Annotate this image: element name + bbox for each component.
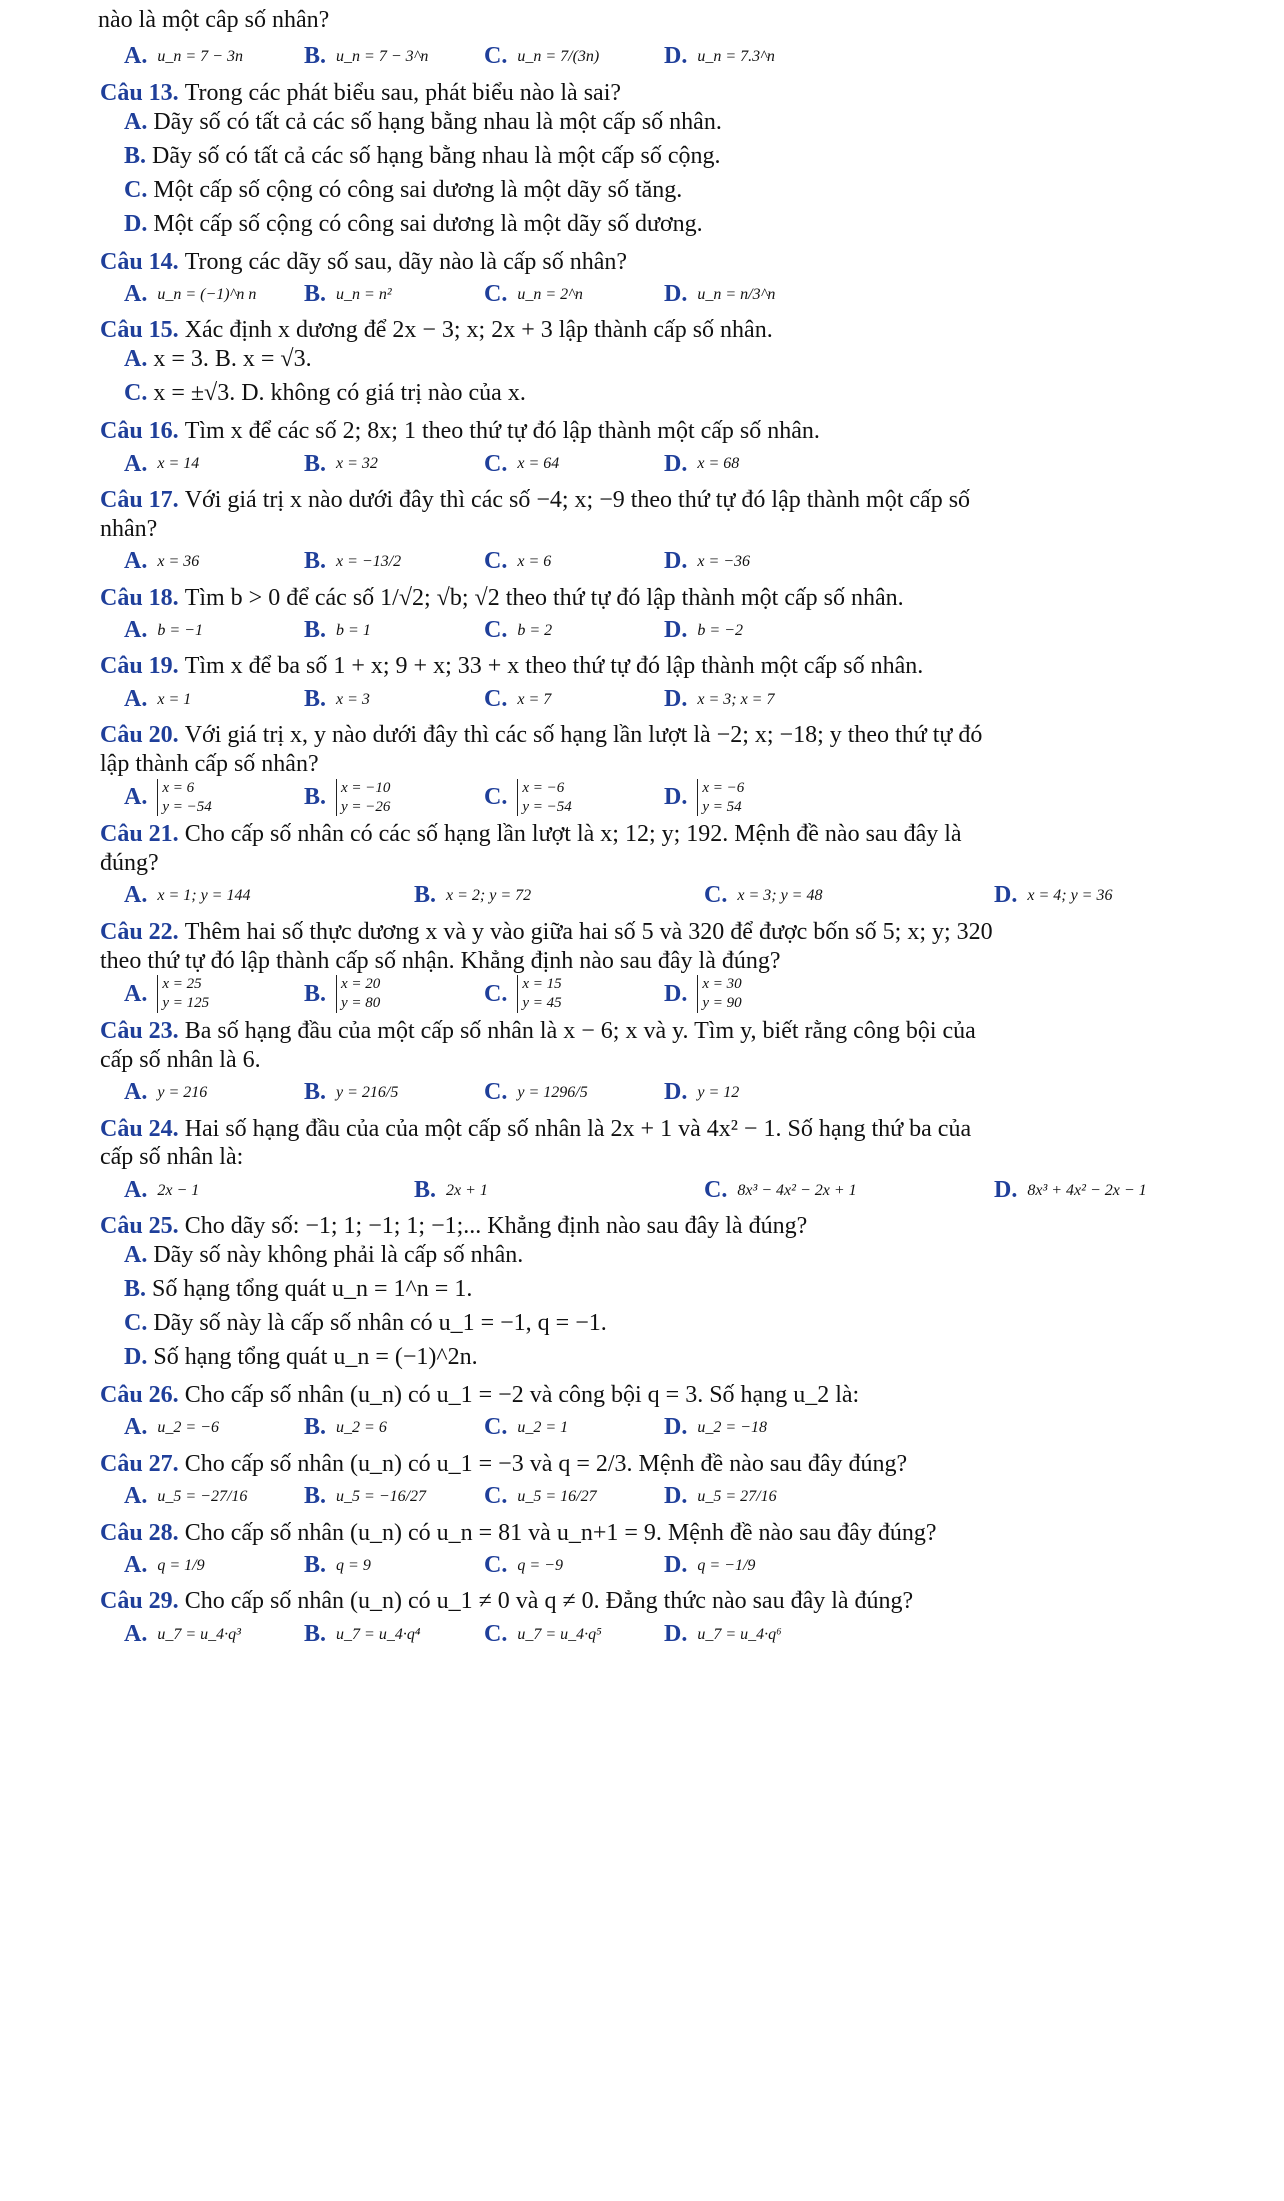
answer-options	[100, 975, 994, 1013]
answer-option[interactable]	[124, 280, 304, 309]
option-label: D.	[664, 280, 688, 307]
option-value: u_2 = 6	[336, 1419, 387, 1437]
question-text: Với giá trị x nào dưới đây thì các số −4; x; −9 theo thứ tự đó lập thành một cấp số nhân?	[100, 486, 971, 542]
question-block	[100, 417, 994, 482]
question-text: Cho cấp số nhân (u_n) có u_n = 81 và u_n+1 = 9. Mệnh đề nào sau đây đúng?	[184, 1519, 937, 1546]
answer-options	[100, 1172, 1147, 1208]
answer-option[interactable]	[664, 547, 844, 576]
option-value: x = −13/2	[336, 552, 402, 570]
option-value: x = −36	[697, 552, 751, 570]
option-label: C.	[484, 980, 508, 1007]
answer-option[interactable]	[304, 280, 484, 309]
answer-option[interactable]	[124, 1078, 304, 1107]
option-label: D.	[664, 784, 688, 811]
option-value: q = −1/9	[697, 1556, 756, 1574]
answer-options	[100, 779, 994, 817]
question-block	[100, 918, 994, 1013]
option-value: u_2 = −18	[697, 1419, 767, 1437]
answer-lines	[100, 345, 994, 413]
answer-option[interactable]	[664, 1078, 844, 1107]
answer-option[interactable]	[304, 1413, 484, 1442]
option-text: Một cấp số cộng có công sai dương là một dãy số tăng.	[153, 176, 683, 203]
option-text: Dãy số này không phải là cấp số nhân.	[153, 1241, 524, 1268]
option-label: D.	[994, 882, 1018, 909]
question-text: Hai số hạng đầu của của một cấp số nhân là 2x + 1 và 4x² − 1. Số hạng thứ ba của cấp số nhân là:	[100, 1115, 972, 1171]
question-stem	[100, 584, 994, 613]
option-value: u_n = 7 − 3n	[157, 48, 243, 66]
option-label: A.	[124, 548, 148, 575]
option-value: 8x³ + 4x² − 2x − 1	[1027, 1181, 1147, 1199]
question-number: Câu 13.	[100, 79, 185, 106]
answer-option[interactable]	[664, 616, 844, 645]
option-label: D.	[664, 1079, 688, 1106]
question-stem	[100, 1450, 994, 1479]
option-value: u_5 = 27/16	[697, 1487, 777, 1505]
answer-option[interactable]	[484, 975, 664, 1013]
option-label: A.	[124, 1176, 148, 1203]
answer-option[interactable]	[664, 975, 844, 1013]
question-block	[100, 79, 994, 244]
question-list	[100, 39, 1147, 1652]
option-label: A.	[124, 280, 148, 307]
question-block	[100, 316, 994, 413]
answer-options	[100, 878, 1113, 914]
answer-option[interactable]	[484, 42, 664, 71]
question-number: Câu 27.	[100, 1450, 185, 1477]
question-text: Cho cấp số nhân (u_n) có u_1 = −3 và q = 2/3. Mệnh đề nào sau đây đúng?	[184, 1450, 908, 1477]
option-label: B.	[124, 142, 147, 169]
option-label: B.	[304, 616, 327, 643]
option-value: b = 2	[517, 621, 553, 639]
option-label: C.	[484, 43, 508, 70]
question-number: Câu 18.	[100, 584, 185, 611]
option-value: x = 7	[517, 690, 552, 708]
answer-option[interactable]	[484, 280, 664, 309]
option-value: u_5 = −27/16	[157, 1487, 248, 1505]
question-number: Câu 25.	[100, 1213, 185, 1240]
option-label: A.	[124, 43, 148, 70]
answer-option[interactable]	[124, 1482, 304, 1511]
question-stem	[100, 918, 994, 976]
option-label: B.	[304, 1620, 327, 1647]
answer-option[interactable]	[124, 975, 304, 1013]
question-stem	[100, 417, 994, 446]
option-label: D.	[664, 1620, 688, 1647]
option-label: B.	[304, 980, 327, 1007]
answer-line[interactable]	[124, 1343, 994, 1377]
option-value: u_n = 2^n	[517, 285, 583, 303]
option-text: Một cấp số cộng có công sai dương là một dãy số dương.	[153, 210, 703, 237]
question-text: Tìm x để ba số 1 + x; 9 + x; 33 + x theo thứ tự đó lập thành một cấp số nhân.	[184, 653, 924, 680]
answer-option[interactable]	[124, 1620, 304, 1649]
answer-option[interactable]	[484, 450, 664, 479]
option-label: B.	[124, 1275, 147, 1302]
option-value: x = 15 y = 45	[517, 975, 561, 1013]
option-label: B.	[304, 280, 327, 307]
option-value: y = 1296/5	[517, 1083, 588, 1101]
question-number: Câu 24.	[100, 1115, 185, 1142]
option-value: x = 36	[157, 552, 200, 570]
option-label: D.	[664, 450, 688, 477]
answer-options	[100, 544, 994, 580]
question-text: Cho cấp số nhân (u_n) có u_1 = −2 và công bội q = 3. Số hạng u_2 là:	[184, 1381, 860, 1408]
question-number: Câu 28.	[100, 1519, 185, 1546]
option-label: D.	[664, 1414, 688, 1441]
option-value: 2x − 1	[157, 1181, 200, 1199]
option-label: D.	[664, 1483, 688, 1510]
option-value: x = 3	[336, 690, 370, 708]
option-value: u_n = 7.3^n	[697, 48, 775, 66]
option-text: x = ±√3. D. không có giá trị nào của x.	[153, 380, 526, 407]
option-value: u_5 = −16/27	[336, 1487, 427, 1505]
answer-options	[100, 276, 994, 312]
question-text: Cho cấp số nhân có các số hạng lần lượt là x; 12; y; 192. Mệnh đề nào sau đây là đúng?	[100, 821, 962, 877]
answer-option[interactable]	[994, 881, 1284, 910]
answer-lines	[100, 108, 994, 244]
question-block	[100, 1212, 994, 1377]
question-text: Cho dãy số: −1; 1; −1; 1; −1;... Khẳng định nào sau đây là đúng?	[184, 1213, 808, 1240]
answer-option[interactable]	[304, 975, 484, 1013]
answer-option[interactable]	[664, 1413, 844, 1442]
answer-option[interactable]	[304, 1551, 484, 1580]
question-text: Ba số hạng đầu của một cấp số nhân là x − 6; x và y. Tìm y, biết rằng công bội của cấp số nhân là 6.	[100, 1017, 976, 1073]
answer-option[interactable]	[484, 779, 664, 817]
option-label: D.	[124, 210, 148, 237]
option-value: y = 216/5	[336, 1083, 399, 1101]
question-block	[100, 820, 1113, 914]
option-value: x = 14	[157, 455, 200, 473]
question-stem	[100, 316, 994, 345]
answer-option[interactable]	[124, 616, 304, 645]
option-label: D.	[124, 1343, 148, 1370]
answer-option[interactable]	[304, 779, 484, 817]
answer-option[interactable]	[304, 1620, 484, 1649]
option-value: u_n = (−1)^n n	[157, 285, 257, 303]
question-stem	[100, 248, 994, 277]
option-label: C.	[484, 548, 508, 575]
question-block	[100, 652, 994, 717]
option-value: x = −10 y = −26	[336, 779, 390, 817]
question-stem	[100, 79, 994, 108]
answer-line[interactable]	[124, 1309, 994, 1343]
question-block	[100, 1519, 994, 1584]
answer-option[interactable]	[664, 685, 844, 714]
option-label: C.	[484, 1079, 508, 1106]
option-label: D.	[994, 1176, 1018, 1203]
option-label: B.	[304, 1483, 327, 1510]
option-value: u_2 = 1	[517, 1419, 569, 1437]
question-stem	[100, 1115, 994, 1173]
option-label: D.	[664, 43, 688, 70]
answer-option[interactable]	[304, 616, 484, 645]
answer-options	[100, 446, 994, 482]
question-text: Tìm x để các số 2; 8x; 1 theo thứ tự đó lập thành một cấp số nhân.	[184, 418, 820, 445]
answer-option[interactable]	[124, 1176, 414, 1205]
option-text: Số hạng tổng quát u_n = (−1)^2n.	[153, 1343, 478, 1370]
answer-option[interactable]	[124, 881, 414, 910]
option-value: x = 3; x = 7	[697, 690, 775, 708]
answer-option[interactable]	[484, 1078, 664, 1107]
option-label: B.	[414, 882, 437, 909]
option-value: x = 68	[697, 455, 740, 473]
answer-option[interactable]	[124, 685, 304, 714]
option-label: B.	[304, 1079, 327, 1106]
option-value: u_7 = u_4·q⁴	[336, 1625, 421, 1643]
answer-option[interactable]	[124, 42, 304, 71]
question-block	[100, 39, 994, 75]
option-value: u_5 = 16/27	[517, 1487, 597, 1505]
answer-option[interactable]	[664, 779, 844, 817]
option-label: D.	[664, 980, 688, 1007]
question-stem	[100, 1017, 994, 1075]
question-stem	[100, 486, 994, 544]
answer-line[interactable]	[124, 142, 994, 176]
option-label: B.	[304, 685, 327, 712]
option-value: u_n = 7/(3n)	[517, 48, 600, 66]
option-label: A.	[124, 1483, 148, 1510]
answer-line[interactable]	[124, 108, 994, 142]
option-text: x = 3. B. x = √3.	[153, 346, 312, 373]
question-stem	[100, 1381, 994, 1410]
option-label: A.	[124, 1414, 148, 1441]
option-label: C.	[484, 685, 508, 712]
answer-option[interactable]	[414, 881, 704, 910]
question-number: Câu 29.	[100, 1588, 185, 1615]
question-block	[100, 584, 994, 649]
question-text: Trong các phát biểu sau, phát biểu nào là sai?	[184, 79, 622, 106]
option-text: Dãy số có tất cả các số hạng bằng nhau là một cấp số nhân.	[153, 108, 722, 135]
option-label: B.	[304, 43, 327, 70]
answer-options	[100, 1410, 994, 1446]
option-label: A.	[124, 1241, 148, 1268]
answer-line[interactable]	[124, 1275, 994, 1309]
option-label: B.	[304, 1551, 327, 1578]
option-value: x = 6	[517, 552, 552, 570]
answer-option[interactable]	[994, 1176, 1284, 1205]
question-text: Với giá trị x, y nào dưới đây thì các số hạng lần lượt là −2; x; −18; y theo thứ tự đó lập thành cấp số nhân?	[100, 722, 983, 777]
question-block	[100, 1587, 994, 1652]
question-text: Thêm hai số thực dương x và y vào giữa hai số 5 và 320 để được bốn số 5; x; y; 320 theo thứ tự đó lập thành cấp số nhận. Khẳng định nào sau đây là đúng?	[100, 918, 993, 974]
option-label: C.	[484, 1483, 508, 1510]
answer-line[interactable]	[124, 210, 994, 244]
option-label: C.	[484, 616, 508, 643]
answer-option[interactable]	[304, 1482, 484, 1511]
answer-option[interactable]	[304, 1078, 484, 1107]
question-number: Câu 20.	[100, 722, 185, 749]
option-label: A.	[124, 685, 148, 712]
question-block	[100, 1450, 994, 1515]
answer-options	[100, 39, 994, 75]
answer-option[interactable]	[124, 779, 304, 817]
option-label: C.	[124, 176, 148, 203]
answer-option[interactable]	[484, 1413, 664, 1442]
option-value: b = 1	[336, 621, 371, 639]
option-value: q = 9	[336, 1556, 371, 1574]
option-value: x = 6 y = −54	[157, 779, 211, 817]
option-label: D.	[664, 548, 688, 575]
answer-option[interactable]	[664, 1551, 844, 1580]
option-value: u_7 = u_4·q³	[157, 1625, 241, 1643]
option-text: Dãy số này là cấp số nhân có u_1 = −1, q = −1.	[153, 1309, 607, 1336]
option-label: A.	[124, 450, 148, 477]
answer-option[interactable]	[484, 1482, 664, 1511]
option-value: y = 12	[697, 1083, 740, 1101]
option-label: B.	[414, 1176, 437, 1203]
answer-options	[100, 1547, 994, 1583]
option-value: x = 30 y = 90	[697, 975, 741, 1013]
question-number: Câu 22.	[100, 918, 185, 945]
option-text: Số hạng tổng quát u_n = 1^n = 1.	[152, 1275, 473, 1302]
option-label: A.	[124, 346, 148, 373]
question-stem	[100, 721, 994, 779]
answer-line[interactable]	[124, 345, 994, 379]
answer-option[interactable]	[484, 1551, 664, 1580]
answer-options	[100, 1616, 994, 1652]
question-text: Tìm b > 0 để các số 1/√2; √b; √2 theo thứ tự đó lập thành một cấp số nhân.	[184, 584, 904, 611]
option-label: A.	[124, 616, 148, 643]
option-value: x = 4; y = 36	[1027, 887, 1113, 905]
option-label: B.	[304, 1414, 327, 1441]
option-value: x = 25 y = 125	[157, 975, 209, 1013]
option-value: y = 216	[157, 1083, 208, 1101]
question-block	[100, 1381, 994, 1446]
option-label: A.	[124, 1551, 148, 1578]
answer-option[interactable]	[124, 1413, 304, 1442]
answer-option[interactable]	[304, 685, 484, 714]
question-block	[100, 1115, 1147, 1209]
answer-line[interactable]	[124, 1241, 994, 1275]
answer-options	[100, 612, 994, 648]
option-value: u_2 = −6	[157, 1419, 219, 1437]
option-label: A.	[124, 784, 148, 811]
answer-options	[100, 1479, 994, 1515]
question-text: Trong các dãy số sau, dãy nào là cấp số nhân?	[184, 248, 628, 275]
option-label: C.	[484, 280, 508, 307]
option-value: 8x³ − 4x² − 2x + 1	[737, 1181, 857, 1199]
answer-option[interactable]	[484, 685, 664, 714]
option-value: x = 3; y = 48	[737, 887, 823, 905]
answer-option[interactable]	[484, 547, 664, 576]
option-value: u_n = n²	[336, 285, 392, 303]
option-value: 2x + 1	[446, 1181, 488, 1199]
option-value: x = 64	[517, 455, 560, 473]
answer-option[interactable]	[664, 1620, 844, 1649]
answer-option[interactable]	[704, 1176, 994, 1205]
option-value: u_7 = u_4·q⁶	[697, 1625, 782, 1643]
option-text: Dãy số có tất cả các số hạng bằng nhau là một cấp số cộng.	[152, 142, 721, 169]
option-label: D.	[664, 616, 688, 643]
question-number: Câu 26.	[100, 1381, 185, 1408]
question-number: Câu 19.	[100, 653, 185, 680]
option-value: b = −2	[697, 621, 743, 639]
answer-option[interactable]	[664, 450, 844, 479]
answer-option[interactable]	[664, 1482, 844, 1511]
option-value: x = −6 y = 54	[697, 779, 744, 817]
option-label: B.	[304, 784, 327, 811]
answer-option[interactable]	[664, 42, 844, 71]
option-value: x = 32	[336, 455, 378, 473]
answer-option[interactable]	[304, 42, 484, 71]
question-block	[100, 486, 994, 580]
question-number: Câu 15.	[100, 317, 185, 344]
answer-options	[100, 1075, 994, 1111]
option-label: C.	[704, 1176, 728, 1203]
option-label: B.	[304, 450, 327, 477]
option-label: C.	[484, 1620, 508, 1647]
question-number: Câu 16.	[100, 418, 185, 445]
option-value: b = −1	[157, 621, 203, 639]
question-text: Xác định x dương để 2x − 3; x; 2x + 3 lập thành cấp số nhân.	[184, 317, 773, 344]
answer-lines	[100, 1241, 994, 1377]
option-label: C.	[484, 1551, 508, 1578]
question-stem	[100, 1212, 994, 1241]
option-label: B.	[304, 548, 327, 575]
option-value: u_n = 7 − 3^n	[336, 48, 429, 66]
question-block	[100, 248, 994, 313]
answer-option[interactable]	[484, 1620, 664, 1649]
option-label: A.	[124, 1079, 148, 1106]
question-block	[100, 1017, 994, 1111]
question-text: Cho cấp số nhân (u_n) có u_1 ≠ 0 và q ≠ 0. Đẳng thức nào sau đây là đúng?	[184, 1588, 914, 1615]
option-label: C.	[484, 450, 508, 477]
question-number: Câu 14.	[100, 248, 185, 275]
answer-option[interactable]	[414, 1176, 704, 1205]
answer-option[interactable]	[484, 616, 664, 645]
option-label: C.	[124, 1309, 148, 1336]
option-value: x = −6 y = −54	[517, 779, 571, 817]
option-label: C.	[484, 1414, 508, 1441]
answer-line[interactable]	[124, 176, 994, 210]
answer-option[interactable]	[704, 881, 994, 910]
option-value: q = −9	[517, 1556, 563, 1574]
question-stem	[100, 820, 994, 878]
answer-line[interactable]	[124, 379, 994, 413]
option-value: q = 1/9	[157, 1556, 205, 1574]
answer-option[interactable]	[124, 450, 304, 479]
option-label: D.	[664, 685, 688, 712]
option-label: C.	[704, 882, 728, 909]
option-value: x = 2; y = 72	[446, 887, 532, 905]
option-label: A.	[124, 1620, 148, 1647]
question-stem	[100, 652, 994, 681]
question-stem	[100, 1519, 994, 1548]
option-label: A.	[124, 882, 148, 909]
intro-line: nào là một câp số nhân?	[98, 7, 330, 33]
question-number: Câu 21.	[100, 821, 185, 848]
option-value: u_n = n/3^n	[697, 285, 776, 303]
option-value: x = 20 y = 80	[336, 975, 380, 1013]
question-block	[100, 721, 994, 816]
answer-option[interactable]	[304, 450, 484, 479]
option-label: D.	[664, 1551, 688, 1578]
answer-option[interactable]	[124, 1551, 304, 1580]
option-value: u_7 = u_4·q⁵	[517, 1625, 602, 1643]
answer-options	[100, 681, 994, 717]
option-label: C.	[484, 784, 508, 811]
option-label: A.	[124, 108, 148, 135]
question-stem	[100, 1587, 994, 1616]
answer-option[interactable]	[304, 547, 484, 576]
question-number: Câu 23.	[100, 1017, 185, 1044]
answer-option[interactable]	[664, 280, 844, 309]
answer-option[interactable]	[124, 547, 304, 576]
option-value: x = 1	[157, 690, 192, 708]
option-value: x = 1; y = 144	[157, 887, 251, 905]
option-label: A.	[124, 980, 148, 1007]
question-number: Câu 17.	[100, 486, 185, 513]
option-label: C.	[124, 380, 148, 407]
